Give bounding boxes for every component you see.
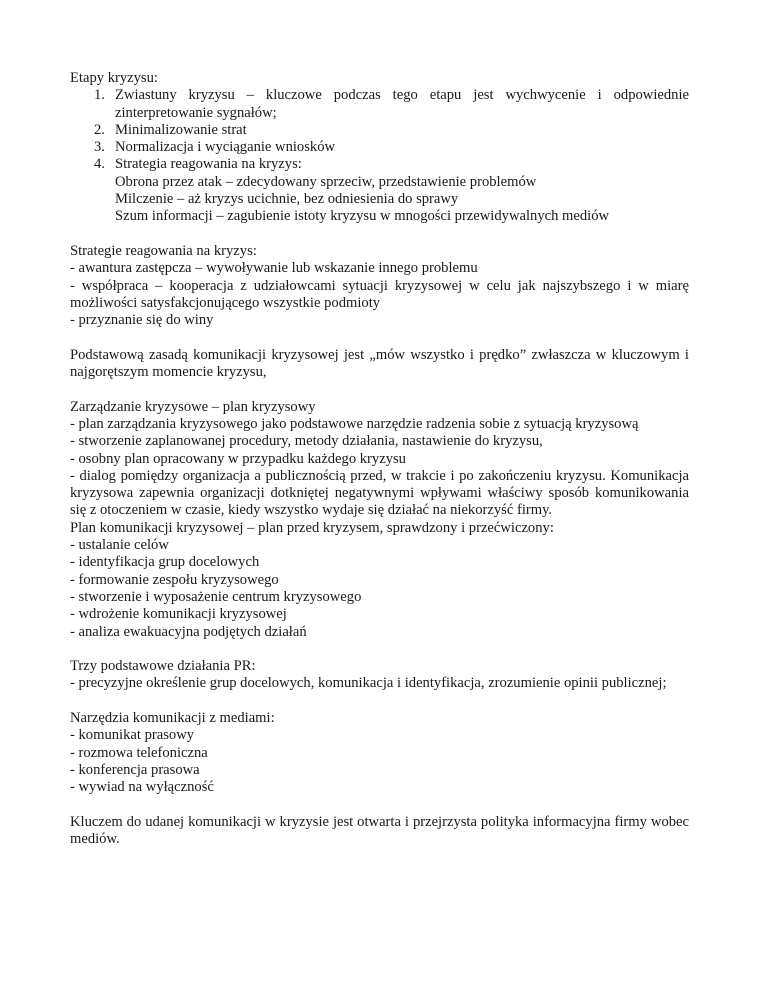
list-item: - precyzyjne określenie grup docelowych, komunikacja i identyfikacja, zrozumienie opinii publicznej; <box>70 675 667 692</box>
sub-item: Milczenie – aż kryzys ucichnie, bez odniesienia do sprawy <box>115 191 459 208</box>
section-heading-pr: Trzy podstawowe działania PR: <box>70 658 256 675</box>
section-heading-narzedzia: Narzędzia komunikacji z mediami: <box>70 709 275 726</box>
section-heading-etapy: Etapy kryzysu: <box>70 70 158 86</box>
paragraph-gap <box>70 329 689 346</box>
paragraph-gap <box>70 693 689 710</box>
list-item: 2. Minimalizowanie strat <box>94 121 247 138</box>
list-item: - przyznanie się do winy <box>70 312 214 329</box>
list-item: - konferencja prasowa <box>70 761 200 778</box>
paragraph-zasada: Podstawową zasadą komunikacji kryzysowej jest „mów wszystko i prędko” zwłaszcza w kluczowym i najgorętszym momencie kryzysu, <box>70 346 689 381</box>
list-item: - awantura zastępcza – wywoływanie lub wskazanie innego problemu <box>70 260 478 277</box>
list-item: - formowanie zespołu kryzysowego <box>70 571 279 588</box>
list-item: - stworzenie i wyposażenie centrum kryzysowego <box>70 588 362 605</box>
list-item: - komunikat prasowy <box>70 727 195 744</box>
list-item: - plan zarządzania kryzysowego jako podstawowe narzędzie radzenia sobie z sytuacją kryzysową <box>70 415 639 432</box>
list-item: 4. Strategia reagowania na kryzys: <box>94 156 302 173</box>
list-item: - rozmowa telefoniczna <box>70 744 208 761</box>
section-heading-strategie: Strategie reagowania na kryzys: <box>70 242 257 259</box>
plan-heading: Plan komunikacji kryzysowej – plan przed kryzysem, sprawdzony i przećwiczony: <box>70 519 554 536</box>
list-item: - osobny plan opracowany w przypadku każdego kryzysu <box>70 450 406 467</box>
list-item: - dialog pomiędzy organizacja a publicznością przed, w trakcie i po zakończeniu kryzysu. Komunikacja kryzysowa zapewnia organizacji dotkniętej negatywnymi wpływami właściwy sposób komunikowania się z otoczeniem w czasie, kiedy wszystko wydaje się działać na niekorzyść firmy. <box>70 467 689 519</box>
section-heading-zarzadzanie: Zarządzanie kryzysowe – plan kryzysowy <box>70 398 316 415</box>
sub-item: Obrona przez atak – zdecydowany sprzeciw, przedstawienie problemów <box>115 173 537 190</box>
list-item: - analiza ewakuacyjna podjętych działań <box>70 623 307 640</box>
list-item: - stworzenie zaplanowanej procedury, metody działania, nastawienie do kryzysu, <box>70 433 543 450</box>
list-item: 1. Zwiastuny kryzysu – kluczowe podczas tego etapu jest wychwycenie i odpowiednie zinterpretowanie sygnałów; <box>94 87 689 121</box>
paragraph-kluczem: Kluczem do udanej komunikacji w kryzysie jest otwarta i przejrzysta polityka informacyjna firmy wobec mediów. <box>70 813 689 848</box>
list-item: - ustalanie celów <box>70 537 169 554</box>
list-item: - identyfikacja grup docelowych <box>70 554 260 571</box>
etapy-list <box>70 87 689 173</box>
document-page <box>70 70 689 848</box>
list-item: - wywiad na wyłączność <box>70 779 214 796</box>
list-item: - współpraca – kooperacja z udziałowcami sytuacji kryzysowej w celu jak najszybszego i w miarę możliwości satysfakcjonującego wszystkie podmioty <box>70 277 689 311</box>
paragraph-gap <box>70 796 689 813</box>
paragraph-gap <box>70 641 689 658</box>
list-item: 3. Normalizacja i wyciąganie wniosków <box>94 139 336 156</box>
paragraph-gap <box>70 381 689 398</box>
paragraph-gap <box>70 226 689 243</box>
sub-item: Szum informacji – zagubienie istoty kryzysu w mnogości przewidywalnych mediów <box>115 208 610 225</box>
list-item: - wdrożenie komunikacji kryzysowej <box>70 606 287 623</box>
